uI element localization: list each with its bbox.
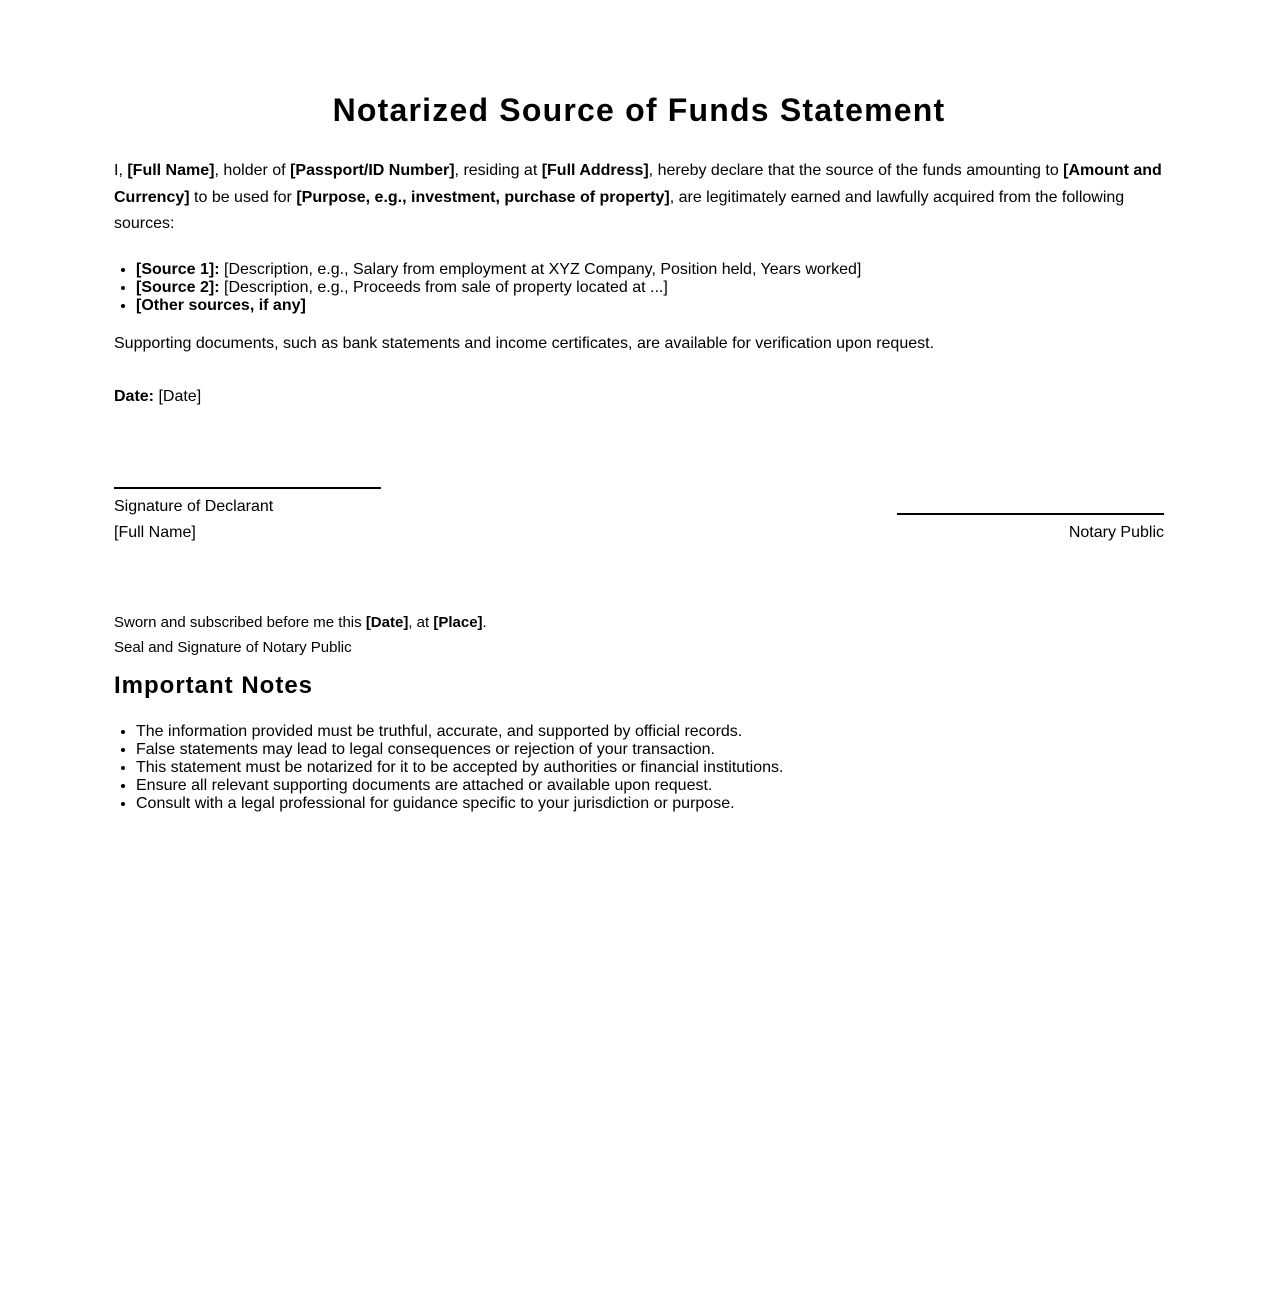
declarant-signature-label: Signature of Declarant xyxy=(114,498,274,515)
list-item: • Ensure all relevant supporting documents are attached or available upon request. xyxy=(136,777,1186,795)
source-description: [Description, e.g., Proceeds from sale of property located at ...] xyxy=(219,279,668,296)
declarant-signature-line xyxy=(114,487,381,489)
sworn-date-placeholder: [Date] xyxy=(365,614,409,631)
sources-list xyxy=(114,261,1186,315)
sworn-text-2: , at xyxy=(408,614,434,631)
notary-signature-block xyxy=(897,513,1164,542)
sworn-text-1: Sworn and subscribed before me this xyxy=(114,614,366,631)
source-label: [Source 1]: xyxy=(136,261,220,278)
notary-signature-label: Notary Public xyxy=(1068,524,1164,541)
intro-text-3: , residing at xyxy=(454,162,542,179)
source-label: [Other sources, if any] xyxy=(136,297,306,314)
list-item: • This statement must be notarized for it to be accepted by authorities or financial institutions. xyxy=(136,759,1186,777)
notary-seal-line: Seal and Signature of Notary Public xyxy=(114,639,352,656)
date-label: Date: xyxy=(114,388,155,405)
passport-placeholder: [Passport/ID Number] xyxy=(290,162,455,179)
notary-signature-line xyxy=(897,513,1164,515)
sworn-text-3: . xyxy=(482,614,487,631)
list-item xyxy=(136,297,1186,315)
list-item: • Consult with a legal professional for guidance specific to your jurisdiction or purpose. xyxy=(136,795,1186,813)
sworn-statement xyxy=(114,614,487,632)
purpose-placeholder: [Purpose, e.g., investment, purchase of property] xyxy=(296,188,670,206)
list-item xyxy=(136,261,1186,279)
full-name-placeholder: [Full Name] xyxy=(127,162,215,179)
source-description: [Description, e.g., Salary from employment at XYZ Company, Position held, Years worked] xyxy=(219,261,862,278)
address-placeholder: [Full Address] xyxy=(541,162,649,179)
list-item: • False statements may lead to legal consequences or rejection of your transaction. xyxy=(136,741,1186,759)
supporting-documents-text: Supporting documents, such as bank statements and income certificates, are available for verification upon request. xyxy=(114,335,935,352)
intro-text-1: I, xyxy=(114,162,128,179)
intro-text-6: , are legitimately earned and lawfully acquired from the following sources: xyxy=(114,188,1125,232)
source-label: [Source 2]: xyxy=(136,279,220,296)
amount-placeholder: [Amount and Currency] xyxy=(114,162,1162,206)
intro-text-4: , hereby declare that the source of the funds amounting to xyxy=(648,162,1064,179)
date-value: [Date] xyxy=(154,388,202,405)
intro-text-5: to be used for xyxy=(189,188,297,206)
date-line xyxy=(114,388,201,406)
declarant-signature-block xyxy=(114,487,381,542)
list-item xyxy=(136,279,1186,297)
notes-list xyxy=(114,723,1186,813)
declarant-name: [Full Name] xyxy=(114,524,196,541)
sworn-place-placeholder: [Place] xyxy=(433,614,483,631)
notes-heading: Important Notes xyxy=(114,672,314,699)
declaration-paragraph xyxy=(114,158,1164,238)
list-item: • The information provided must be truthful, accurate, and supported by official records. xyxy=(136,723,1186,741)
page-title: Notarized Source of Funds Statement xyxy=(332,92,946,128)
intro-text-2: , holder of xyxy=(214,162,291,179)
